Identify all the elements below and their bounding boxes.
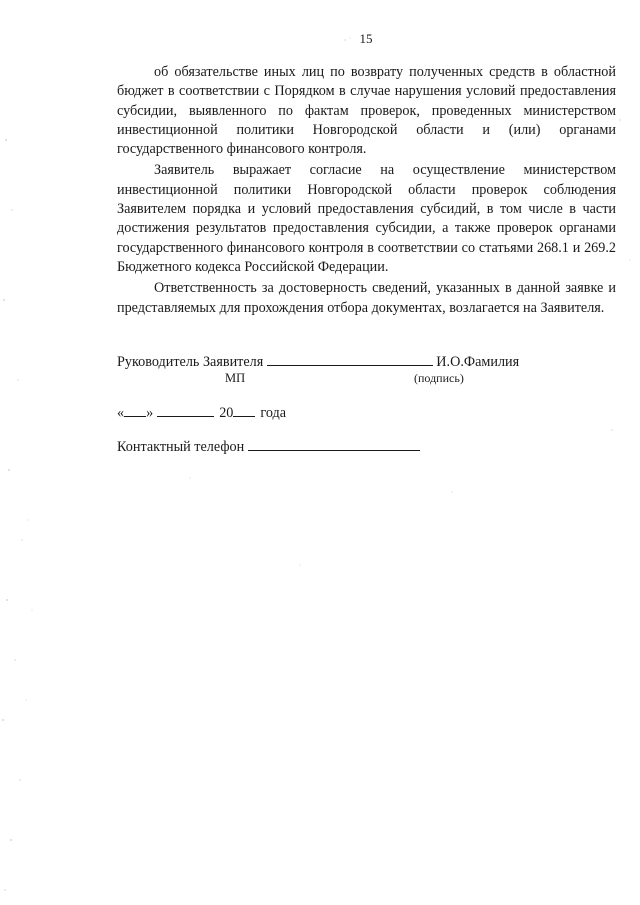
signature-line (267, 352, 433, 366)
signature-row (117, 352, 519, 371)
date-row (117, 403, 286, 422)
date-month-blank (157, 403, 214, 417)
paragraph-consent: Заявитель выражает согласие на осуществление министерством инвестиционной политики Новгородской области проверок соблюдения Заявителем порядка и условий предоставления субсидий, в том числе в части достижения результатов предоставления субсидии, а также проверок органами государственного финансового контроля в соответствии со статьями 268.1 и 269.2 Бюджетного кодекса Российской Федерации. (117, 162, 616, 275)
date-open-quote: « (117, 405, 125, 421)
date-year-prefix: 20 (219, 405, 234, 421)
date-day-blank (124, 403, 146, 417)
signatory-role-label: Руководитель Заявителя (117, 354, 264, 370)
signature-caption: (подпись) (414, 371, 464, 385)
contact-phone-row (117, 437, 420, 456)
contact-phone-label: Контактный телефон (117, 439, 245, 455)
page-number: 15 (359, 31, 373, 46)
date-close-quote: » (146, 405, 154, 421)
date-year-blank (233, 403, 255, 417)
signatory-name-label: И.О.Фамилия (436, 354, 520, 370)
date-year-suffix: года (260, 405, 287, 421)
paragraph-responsibility: Ответственность за достоверность сведений, указанных в данной заявке и представляемых для прохождения отбора документах, возлагается на Заявителя. (117, 280, 616, 316)
paragraph-obligation: об обязательстве иных лиц по возврату полученных средств в областной бюджет в соответствии с Порядком в случае нарушения условий предоставления субсидии, выявленного по фактам проверок, проведенных министерством инвестиционной политики Новгородской области и (или) органами государственного финансового контроля. (117, 64, 616, 158)
contact-phone-blank (248, 437, 420, 451)
stamp-place-label: МП (225, 371, 246, 385)
document-body (117, 63, 616, 318)
